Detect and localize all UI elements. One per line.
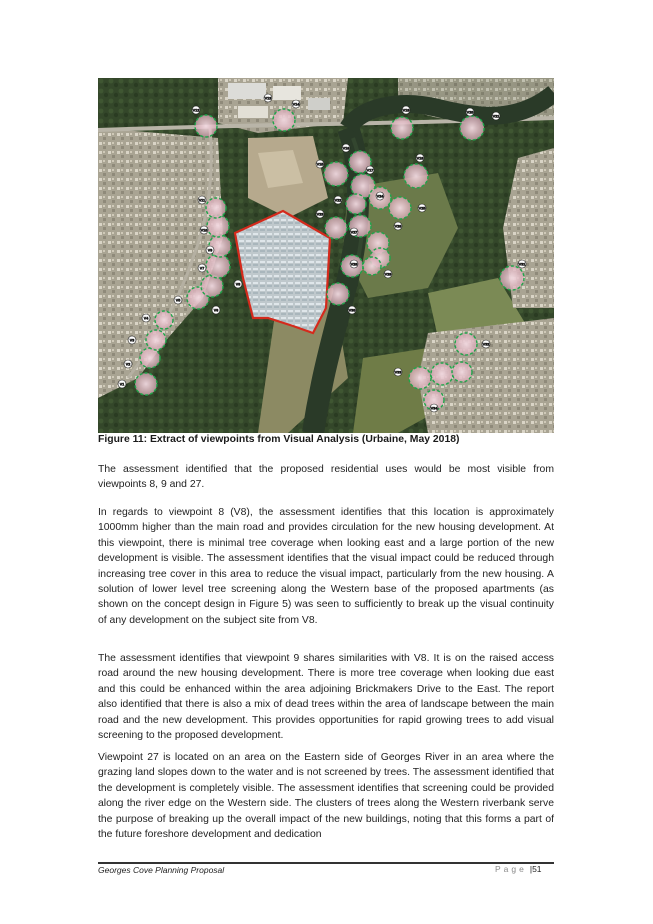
viewpoint-label: V22 [334, 198, 342, 203]
viewpoint-label: V15 [316, 162, 324, 167]
viewpoint-label: V20 [466, 110, 474, 115]
viewpoint-label: V30 [348, 308, 356, 313]
viewpoint-label: V32 [482, 342, 490, 347]
viewpoint-label: V25 [418, 206, 426, 211]
footer-document-title: Georges Cove Planning Proposal [98, 865, 225, 875]
viewpoint-label: V34 [430, 406, 438, 411]
paragraph-most-visible: The assessment identified that the proposed residential uses would be most visible from viewpoints 8, 9 and 27. [98, 464, 554, 491]
viewpoint-label: V12 [192, 108, 200, 113]
viewpoint-label: V2 [125, 362, 131, 367]
aerial-photo [98, 78, 554, 433]
footer-page-indicator [495, 864, 542, 874]
footer-page-number: |51 [529, 864, 542, 874]
paragraph-viewpoint-9: The assessment identifies that viewpoint 9 shares similarities with V8. It is on the raised access road around the new housing development. There is more tree coverage when looking due east and this could be enhanced within the area adjoining Brickmakers Drive to the East. The report also identified that there is also a mix of dead trees within the area of landscape between the main road and the new development. This provides opportunities for rapid growing trees to add visual screening to the proposed development. [98, 653, 554, 742]
viewpoint-label: V5 [175, 298, 181, 303]
viewpoint-label: V17 [366, 168, 374, 173]
viewpoint-label: V29 [384, 272, 392, 277]
viewpoint-label: V24 [376, 194, 384, 199]
viewpoint-label: V6 [213, 308, 219, 313]
paragraph-viewpoint-8: In regards to viewpoint 8 (V8), the assessment identifies that this location is approximately 1000mm higher than the main road and provides circulation for the new housing development. At this viewpoint, there is minimal tree coverage when looking east and a large portion of the new development is visible. The assessment identifies that the visual impact could be reduced through increasing tree cover in this area to reduce the visual impact, particularly from the new housing. A solution of lower level tree screening along the Western base of the proposed apartments (as shown on the concept design in Figure 5) was seen to sufficiently to break up the visual continuity of any development on the subject site from V8. [98, 507, 554, 626]
viewpoint-label: V16 [342, 146, 350, 151]
viewpoint-label: V26 [394, 224, 402, 229]
viewpoint-label: V3 [129, 338, 135, 343]
viewpoint-label: V23 [316, 212, 324, 217]
viewpoint-label: V21 [492, 114, 500, 119]
viewpoint-label: V31 [518, 262, 526, 267]
figure-caption: Figure 11: Extract of viewpoints from Visual Analysis (Urbaine, May 2018) [98, 434, 460, 445]
viewpoint-label: V33 [394, 370, 402, 375]
viewpoint-label: V27 [350, 230, 358, 235]
viewpoint-label: V18 [416, 156, 424, 161]
viewpoint-label: V13 [264, 96, 272, 101]
viewpoint-label: V14 [292, 102, 300, 107]
viewpoint-label: V10 [200, 228, 208, 233]
aerial-viewpoints-map [98, 78, 554, 433]
paragraph-viewpoint-27: Viewpoint 27 is located on an area on the Eastern side of Georges River in an area where the grazing land slopes down to the water and is not screened by trees. The assessment identified that the development is completely visible. The assessment identifies that screening could be provided along the river edge on the Western side. The clusters of trees along the Western riverbank serve the purpose of breaking up the overall impact of the new buildings, noting that this forms a part of the future foreshore development and dedication [98, 752, 554, 841]
viewpoint-label: V9 [207, 248, 213, 253]
footer-page-word: Page [495, 864, 527, 874]
viewpoint-label: V1 [119, 382, 125, 387]
footer-divider [98, 862, 554, 864]
viewpoint-label: V19 [402, 108, 410, 113]
viewpoint-label: V28 [350, 262, 358, 267]
viewpoint-label: V4 [143, 316, 149, 321]
viewpoint-label: V7 [199, 266, 205, 271]
viewpoint-label: V8 [235, 282, 241, 287]
viewpoint-label: V11 [198, 198, 206, 203]
